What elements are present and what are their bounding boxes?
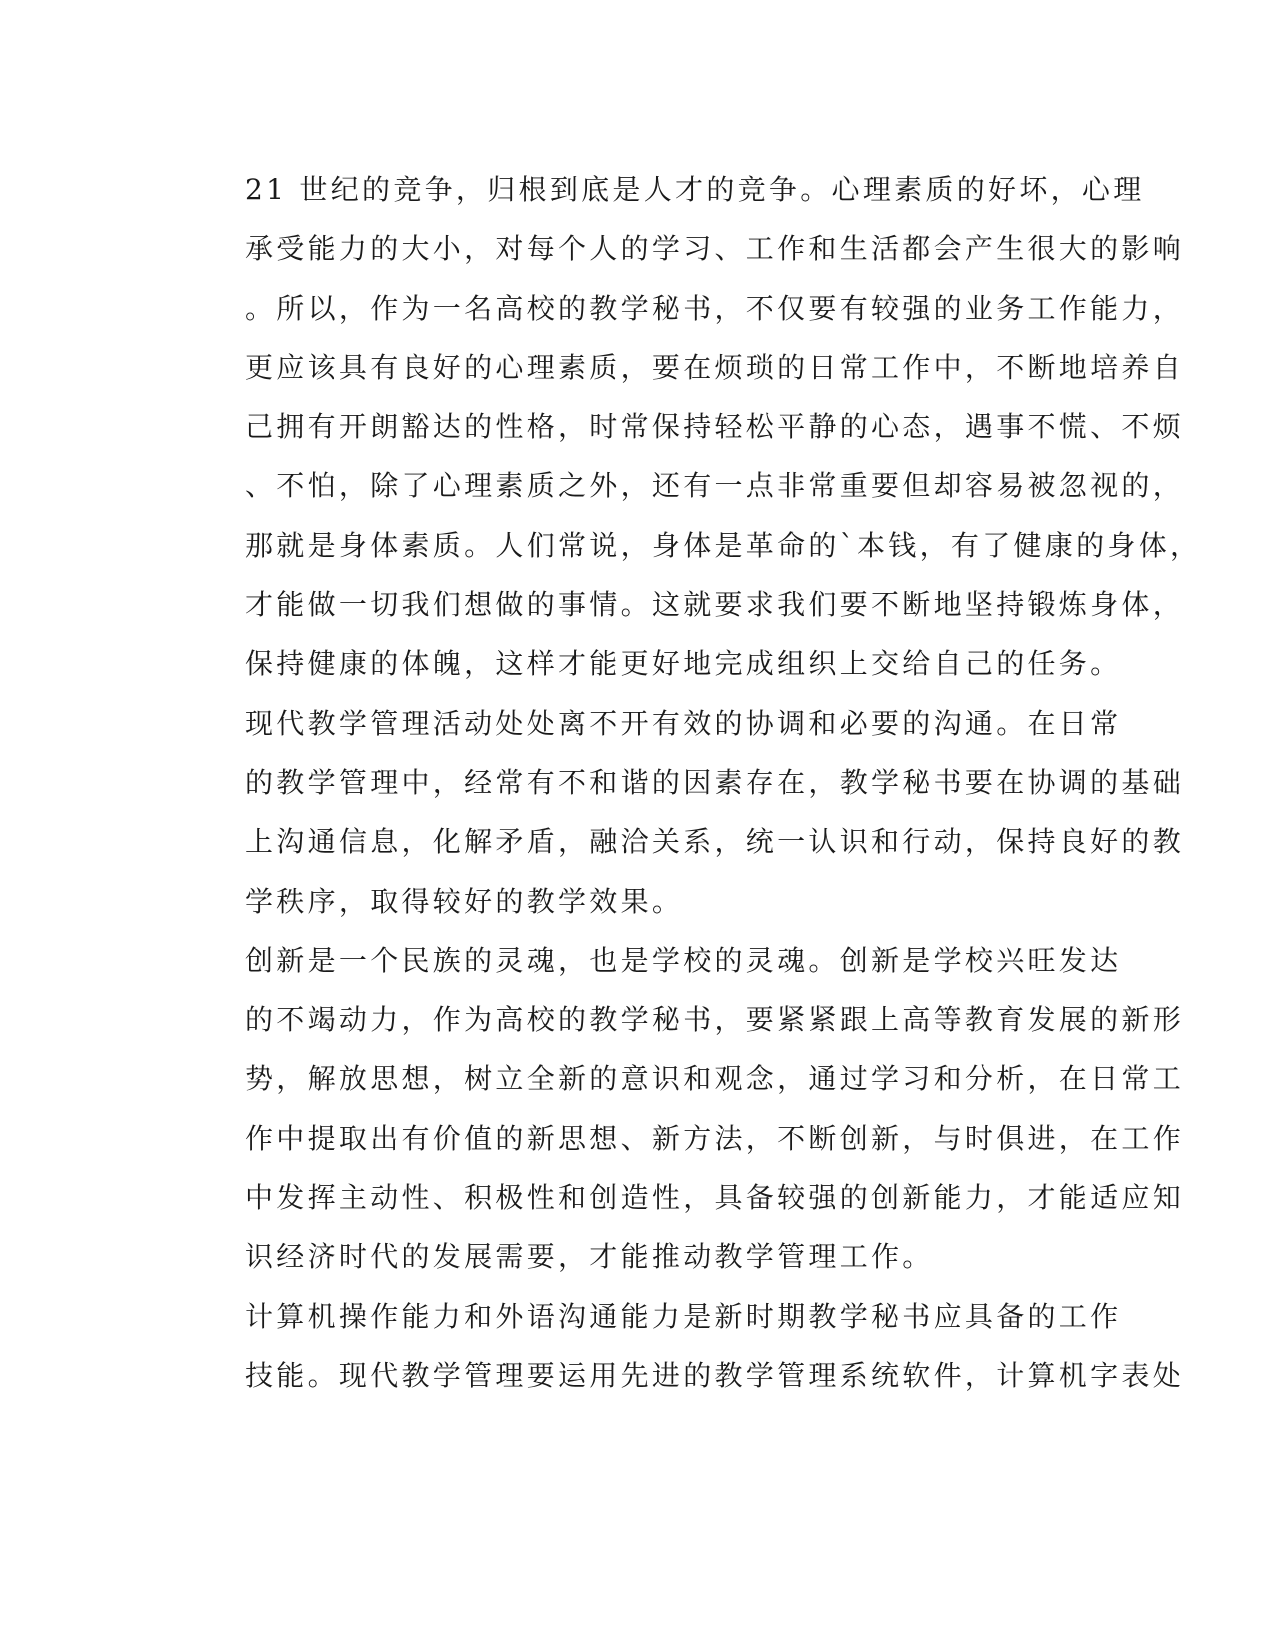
- text-line: 承受能力的大小，对每个人的学习、工作和生活都会产生很大的影响: [245, 232, 1185, 266]
- text-line: 识经济时代的发展需要，才能推动教学管理工作。: [245, 1240, 934, 1274]
- paragraph-2: [189, 694, 1185, 931]
- text-line: 。所以，作为一名高校的教学秘书，不仅要有较强的业务工作能力，: [245, 291, 1185, 325]
- text-line: 计算机操作能力和外语沟通能力是新时期教学秘书应具备的工作: [245, 1299, 1122, 1333]
- text-line: 21 世纪的竞争，归根到底是人才的竞争。心理素质的好坏，心理: [245, 173, 1145, 206]
- document-body: [189, 160, 1202, 1405]
- text-line: 学秩序，取得较好的教学效果。: [245, 884, 684, 918]
- text-line: 现代教学管理活动处处离不开有效的协调和必要的沟通。在日常: [245, 706, 1122, 740]
- text-line: 创新是一个民族的灵魂，也是学校的灵魂。创新是学校兴旺发达: [245, 943, 1122, 977]
- text-line: 那就是身体素质。人们常说，身体是革命的`本钱，有了健康的身体，: [245, 528, 1202, 562]
- paragraph-3: [189, 931, 1185, 1287]
- text-line: 己拥有开朗豁达的性格，时常保持轻松平静的心态，遇事不慌、不烦: [245, 410, 1185, 444]
- text-line: 中发挥主动性、积极性和创造性，具备较强的创新能力，才能适应知: [245, 1181, 1185, 1215]
- text-line: 作中提取出有价值的新思想、新方法，不断创新，与时俱进，在工作: [245, 1121, 1185, 1155]
- text-line: 的教学管理中，经常有不和谐的因素存在，教学秘书要在协调的基础: [245, 765, 1185, 799]
- paragraph-4: [189, 1287, 1185, 1406]
- text-line: 技能。现代教学管理要运用先进的教学管理系统软件，计算机字表处: [245, 1358, 1185, 1392]
- text-line: 的不竭动力，作为高校的教学秘书，要紧紧跟上高等教育发展的新形: [245, 1003, 1185, 1037]
- text-line: 更应该具有良好的心理素质，要在烦琐的日常工作中，不断地培养自: [245, 350, 1185, 384]
- text-line: 势，解放思想，树立全新的意识和观念，通过学习和分析，在日常工: [245, 1062, 1185, 1096]
- text-line: 才能做一切我们想做的事情。这就要求我们要不断地坚持锻炼身体，: [245, 588, 1185, 622]
- paragraph-1: [189, 160, 1202, 694]
- text-line: 保持健康的体魄，这样才能更好地完成组织上交给自己的任务。: [245, 647, 1122, 681]
- text-line: 、不怕，除了心理素质之外，还有一点非常重要但却容易被忽视的，: [245, 469, 1185, 503]
- text-line: 上沟通信息，化解矛盾，融洽关系，统一认识和行动，保持良好的教: [245, 825, 1185, 859]
